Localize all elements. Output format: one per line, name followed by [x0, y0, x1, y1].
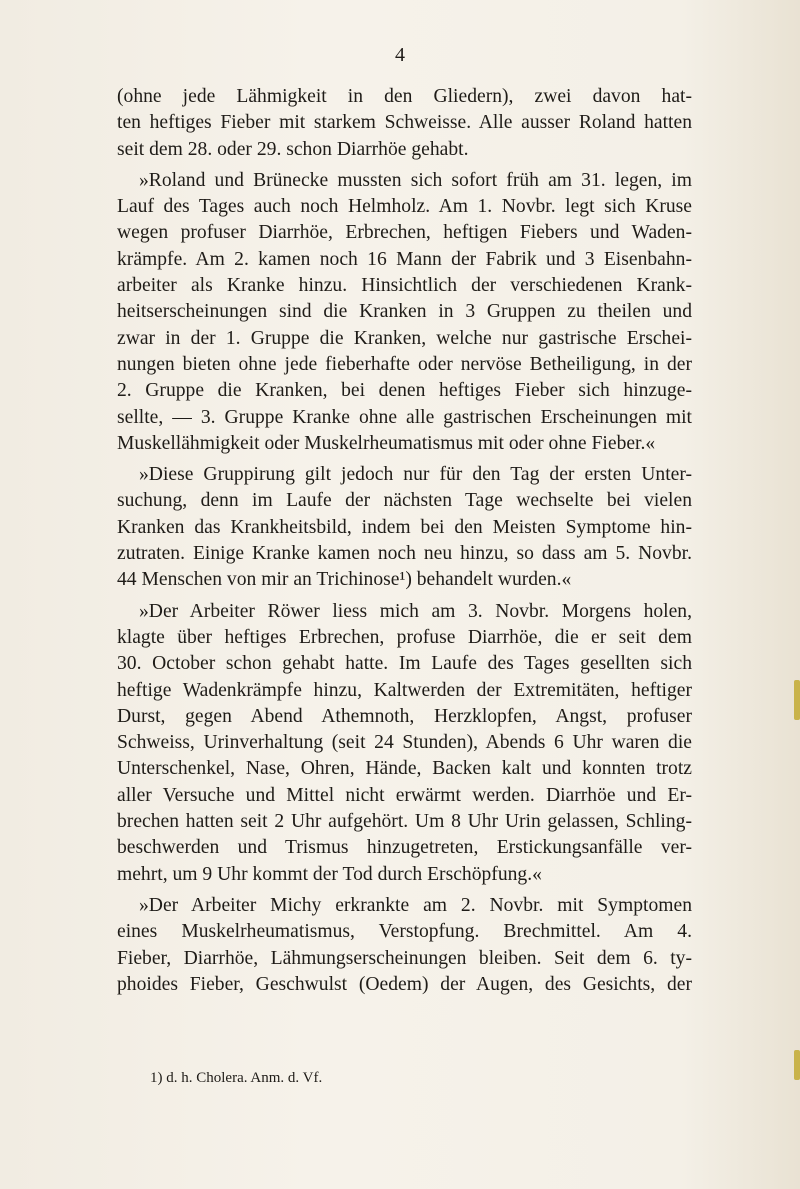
text-line: nungen bieten ohne jede fieberhafte oder nervöse Betheiligung, in der	[117, 353, 692, 375]
footnote: 1) d. h. Cholera. Anm. d. Vf.	[150, 1070, 323, 1086]
body-text	[117, 84, 692, 998]
text-line: phoides Fieber, Geschwulst (Oedem) der Augen, des Gesichts, der	[117, 973, 692, 995]
paragraph	[117, 599, 692, 888]
text-line: seit dem 28. oder 29. schon Diarrhöe gehabt.	[117, 138, 469, 160]
paragraph	[117, 893, 692, 998]
text-line: 44 Menschen von mir an Trichinose¹) behandelt wurden.«	[117, 569, 572, 591]
text-line: »Der Arbeiter Michy erkrankte am 2. Novbr. mit Symptomen	[139, 894, 692, 916]
text-line: 30. October schon gehabt hatte. Im Laufe des Tages gesellten sich	[117, 653, 692, 675]
text-line: krämpfe. Am 2. kamen noch 16 Mann der Fabrik und 3 Eisenbahn-	[117, 248, 692, 270]
text-line: ten heftiges Fieber mit starkem Schweisse. Alle ausser Roland hatten	[117, 112, 692, 134]
page-edge-mark	[794, 680, 800, 720]
text-line: »Roland und Brünecke mussten sich sofort früh am 31. legen, im	[139, 169, 692, 191]
text-line: 2. Gruppe die Kranken, bei denen heftiges Fieber sich hinzuge-	[117, 380, 692, 402]
text-line: brechen hatten seit 2 Uhr aufgehört. Um 8 Uhr Urin gelassen, Schling-	[117, 811, 692, 833]
paragraph	[117, 168, 692, 457]
text-line: (ohne jede Lähmigkeit in den Gliedern), zwei davon hat-	[117, 86, 692, 107]
text-line: sellte, — 3. Gruppe Kranke ohne alle gastrischen Erscheinungen mit	[117, 406, 692, 428]
text-line: »Diese Gruppirung gilt jedoch nur für den Tag der ersten Unter-	[139, 464, 692, 486]
text-line: wegen profuser Diarrhöe, Erbrechen, heftigen Fiebers und Waden-	[117, 222, 692, 244]
page-edge-mark	[794, 1050, 800, 1080]
text-line: aller Versuche und Mittel nicht erwärmt werden. Diarrhöe und Er-	[117, 784, 692, 806]
paragraph	[117, 84, 692, 163]
paragraph	[117, 462, 692, 593]
text-line: Durst, gegen Abend Athemnoth, Herzklopfen, Angst, profuser	[117, 705, 692, 727]
page-number: 4	[395, 44, 405, 66]
text-line: Schweiss, Urinverhaltung (seit 24 Stunden), Abends 6 Uhr waren die	[117, 732, 692, 754]
text-line: zwar in der 1. Gruppe die Kranken, welche nur gastrische Erschei-	[117, 327, 692, 349]
text-line: Muskellähmigkeit oder Muskelrheumatismus mit oder ohne Fieber.«	[117, 432, 656, 454]
text-line: heitserscheinungen sind die Kranken in 3 Gruppen zu theilen und	[117, 301, 692, 323]
text-line: Unterschenkel, Nase, Ohren, Hände, Backen kalt und konnten trotz	[117, 758, 692, 780]
text-line: »Der Arbeiter Röwer liess mich am 3. Novbr. Morgens holen,	[139, 600, 692, 622]
text-line: Fieber, Diarrhöe, Lähmungserscheinungen bleiben. Seit dem 6. ty-	[117, 947, 692, 969]
text-line: Kranken das Krankheitsbild, indem bei den Meisten Symptome hin-	[117, 516, 692, 538]
text-line: mehrt, um 9 Uhr kommt der Tod durch Erschöpfung.«	[117, 863, 542, 885]
text-line: klagte über heftiges Erbrechen, profuse Diarrhöe, die er seit dem	[117, 626, 692, 648]
text-line: heftige Wadenkrämpfe hinzu, Kaltwerden der Extremitäten, heftiger	[117, 679, 692, 701]
text-line: Lauf des Tages auch noch Helmholz. Am 1. Novbr. legt sich Kruse	[117, 196, 692, 218]
text-line: suchung, denn im Laufe der nächsten Tage wechselte bei vielen	[117, 490, 692, 512]
text-line: zutraten. Einige Kranke kamen noch neu hinzu, so dass am 5. Novbr.	[117, 543, 692, 565]
text-line: eines Muskelrheumatismus, Verstopfung. Brechmittel. Am 4.	[117, 921, 692, 943]
text-line: arbeiter als Kranke hinzu. Hinsichtlich der verschiedenen Krank-	[117, 275, 692, 297]
text-line: beschwerden und Trismus hinzugetreten, Erstickungsanfälle ver-	[117, 837, 692, 859]
